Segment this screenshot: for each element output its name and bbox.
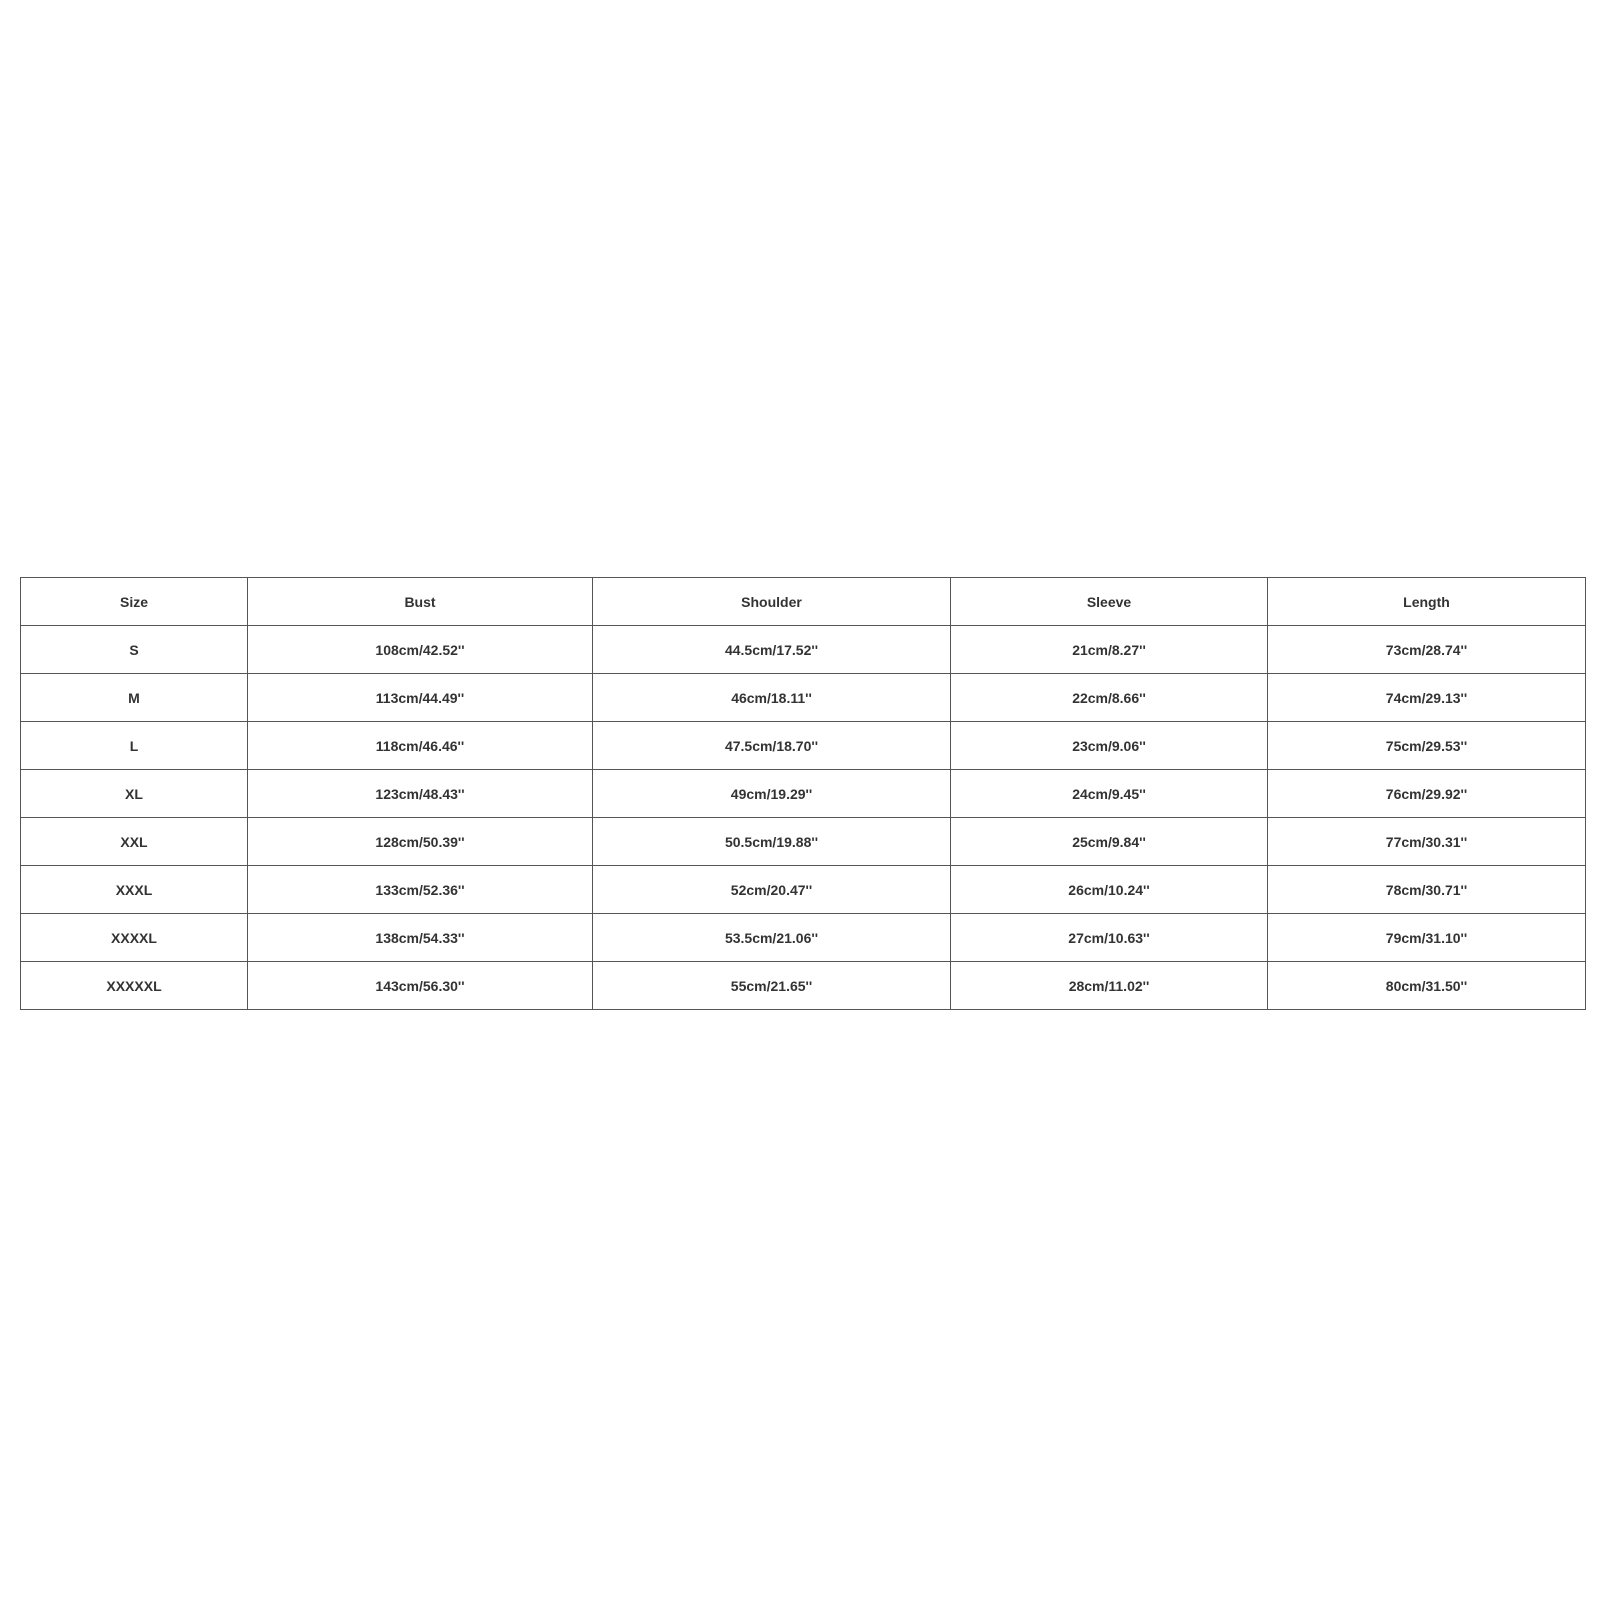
cell-sleeve: 24cm/9.45'' [951, 770, 1268, 818]
cell-length: 79cm/31.10'' [1268, 914, 1586, 962]
cell-sleeve: 23cm/9.06'' [951, 722, 1268, 770]
cell-shoulder: 52cm/20.47'' [593, 866, 951, 914]
table-row [21, 722, 1586, 770]
cell-size: XXXXL [21, 914, 248, 962]
cell-length: 74cm/29.13'' [1268, 674, 1586, 722]
header-sleeve: Sleeve [951, 578, 1268, 626]
cell-length: 77cm/30.31'' [1268, 818, 1586, 866]
cell-shoulder: 55cm/21.65'' [593, 962, 951, 1010]
cell-size: XXXXXL [21, 962, 248, 1010]
cell-sleeve: 26cm/10.24'' [951, 866, 1268, 914]
cell-shoulder: 46cm/18.11'' [593, 674, 951, 722]
header-bust: Bust [248, 578, 593, 626]
cell-shoulder: 50.5cm/19.88'' [593, 818, 951, 866]
cell-bust: 138cm/54.33'' [248, 914, 593, 962]
table-row [21, 818, 1586, 866]
cell-shoulder: 44.5cm/17.52'' [593, 626, 951, 674]
cell-bust: 113cm/44.49'' [248, 674, 593, 722]
cell-shoulder: 47.5cm/18.70'' [593, 722, 951, 770]
cell-sleeve: 25cm/9.84'' [951, 818, 1268, 866]
cell-sleeve: 21cm/8.27'' [951, 626, 1268, 674]
cell-sleeve: 28cm/11.02'' [951, 962, 1268, 1010]
cell-size: XXXL [21, 866, 248, 914]
cell-bust: 123cm/48.43'' [248, 770, 593, 818]
cell-bust: 133cm/52.36'' [248, 866, 593, 914]
table-row [21, 770, 1586, 818]
cell-sleeve: 27cm/10.63'' [951, 914, 1268, 962]
cell-bust: 143cm/56.30'' [248, 962, 593, 1010]
cell-length: 80cm/31.50'' [1268, 962, 1586, 1010]
cell-bust: 128cm/50.39'' [248, 818, 593, 866]
cell-length: 76cm/29.92'' [1268, 770, 1586, 818]
table-row [21, 866, 1586, 914]
cell-bust: 118cm/46.46'' [248, 722, 593, 770]
cell-length: 73cm/28.74'' [1268, 626, 1586, 674]
header-shoulder: Shoulder [593, 578, 951, 626]
cell-length: 78cm/30.71'' [1268, 866, 1586, 914]
table-row [21, 626, 1586, 674]
table-row [21, 674, 1586, 722]
table-row [21, 914, 1586, 962]
cell-size: S [21, 626, 248, 674]
cell-size: XXL [21, 818, 248, 866]
size-chart-table [20, 577, 1586, 1010]
cell-sleeve: 22cm/8.66'' [951, 674, 1268, 722]
cell-length: 75cm/29.53'' [1268, 722, 1586, 770]
cell-size: L [21, 722, 248, 770]
cell-shoulder: 49cm/19.29'' [593, 770, 951, 818]
header-length: Length [1268, 578, 1586, 626]
cell-size: XL [21, 770, 248, 818]
cell-bust: 108cm/42.52'' [248, 626, 593, 674]
cell-shoulder: 53.5cm/21.06'' [593, 914, 951, 962]
table-header-row [21, 578, 1586, 626]
header-size: Size [21, 578, 248, 626]
cell-size: M [21, 674, 248, 722]
table-row [21, 962, 1586, 1010]
